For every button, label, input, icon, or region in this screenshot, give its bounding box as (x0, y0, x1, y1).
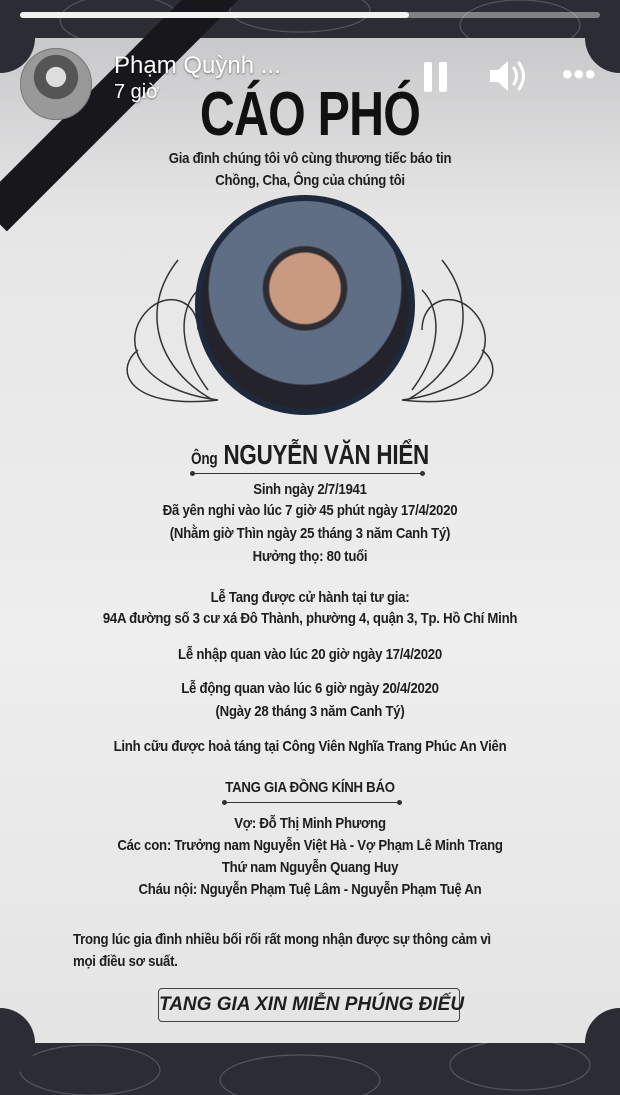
detail-line: Sinh ngày 2/7/1941 (253, 481, 367, 498)
user-name[interactable]: Phạm Quỳnh ... (114, 52, 281, 79)
story-progress-bar (20, 12, 600, 18)
post-time: 7 giờ (114, 81, 160, 103)
story-header (20, 40, 600, 110)
honorific: Ông (191, 449, 218, 468)
encoffin-line: Lễ nhập quan vào lúc 20 giờ ngày 17/4/2020 (178, 646, 442, 663)
detail-line: Hưởng thọ: 80 tuổi (252, 548, 368, 565)
speaker-icon[interactable] (486, 56, 530, 101)
detail-line: Đã yên nghỉ vào lúc 7 giờ 45 phút ngày 17/4/2020 (162, 502, 458, 519)
intro-line: Chồng, Cha, Ông của chúng tôi (215, 172, 405, 189)
divider (190, 473, 425, 474)
footer-banner: TANG GIA XIN MIỄN PHÚNG ĐIẾU (158, 988, 460, 1022)
family-heading: TANG GIA ĐỒNG KÍNH BÁO (225, 779, 395, 796)
avatar[interactable] (20, 48, 92, 120)
detail-line: (Nhằm giờ Thìn ngày 25 tháng 3 năm Canh Tý) (169, 525, 451, 542)
pause-icon[interactable] (424, 62, 448, 92)
intro-line: Gia đình chúng tôi vô cùng thương tiếc báo tin (168, 150, 452, 167)
family-line: Vợ: Đỗ Thị Minh Phương (234, 815, 386, 832)
divider (222, 802, 402, 803)
procession-line: (Ngày 28 tháng 3 năm Canh Tý) (215, 703, 405, 720)
procession-line: Lễ động quan vào lúc 6 giờ ngày 20/4/2020 (181, 680, 439, 697)
family-line: Các con: Trưởng nam Nguyễn Việt Hà - Vợ Phạm Lê Minh Trang (117, 837, 503, 854)
closing-line: mọi điều sơ suất. (73, 953, 178, 970)
deceased-name (191, 440, 429, 474)
funeral-address: 94A đường số 3 cư xá Đô Thành, phường 4, quận 3, Tp. Hồ Chí Minh (102, 610, 518, 627)
family-line: Cháu nội: Nguyễn Phạm Tuệ Lâm - Nguyễn Phạm Tuệ An (138, 881, 482, 898)
story-progress-fill (20, 12, 409, 18)
notice-title: CÁO PHÓ (199, 80, 421, 149)
family-line: Thứ nam Nguyễn Quang Huy (221, 859, 399, 876)
closing-line: Trong lúc gia đình nhiều bối rối rất mong nhận được sự thông cảm vì (73, 931, 491, 948)
funeral-line: Lễ Tang được cử hành tại tư gia: (210, 589, 410, 606)
name-text: NGUYỄN VĂN HIỂN (223, 439, 429, 470)
cremation-line: Linh cữu được hoả táng tại Công Viên Nghĩa Trang Phúc An Viên (113, 738, 507, 755)
more-icon[interactable]: ••• (562, 58, 597, 91)
